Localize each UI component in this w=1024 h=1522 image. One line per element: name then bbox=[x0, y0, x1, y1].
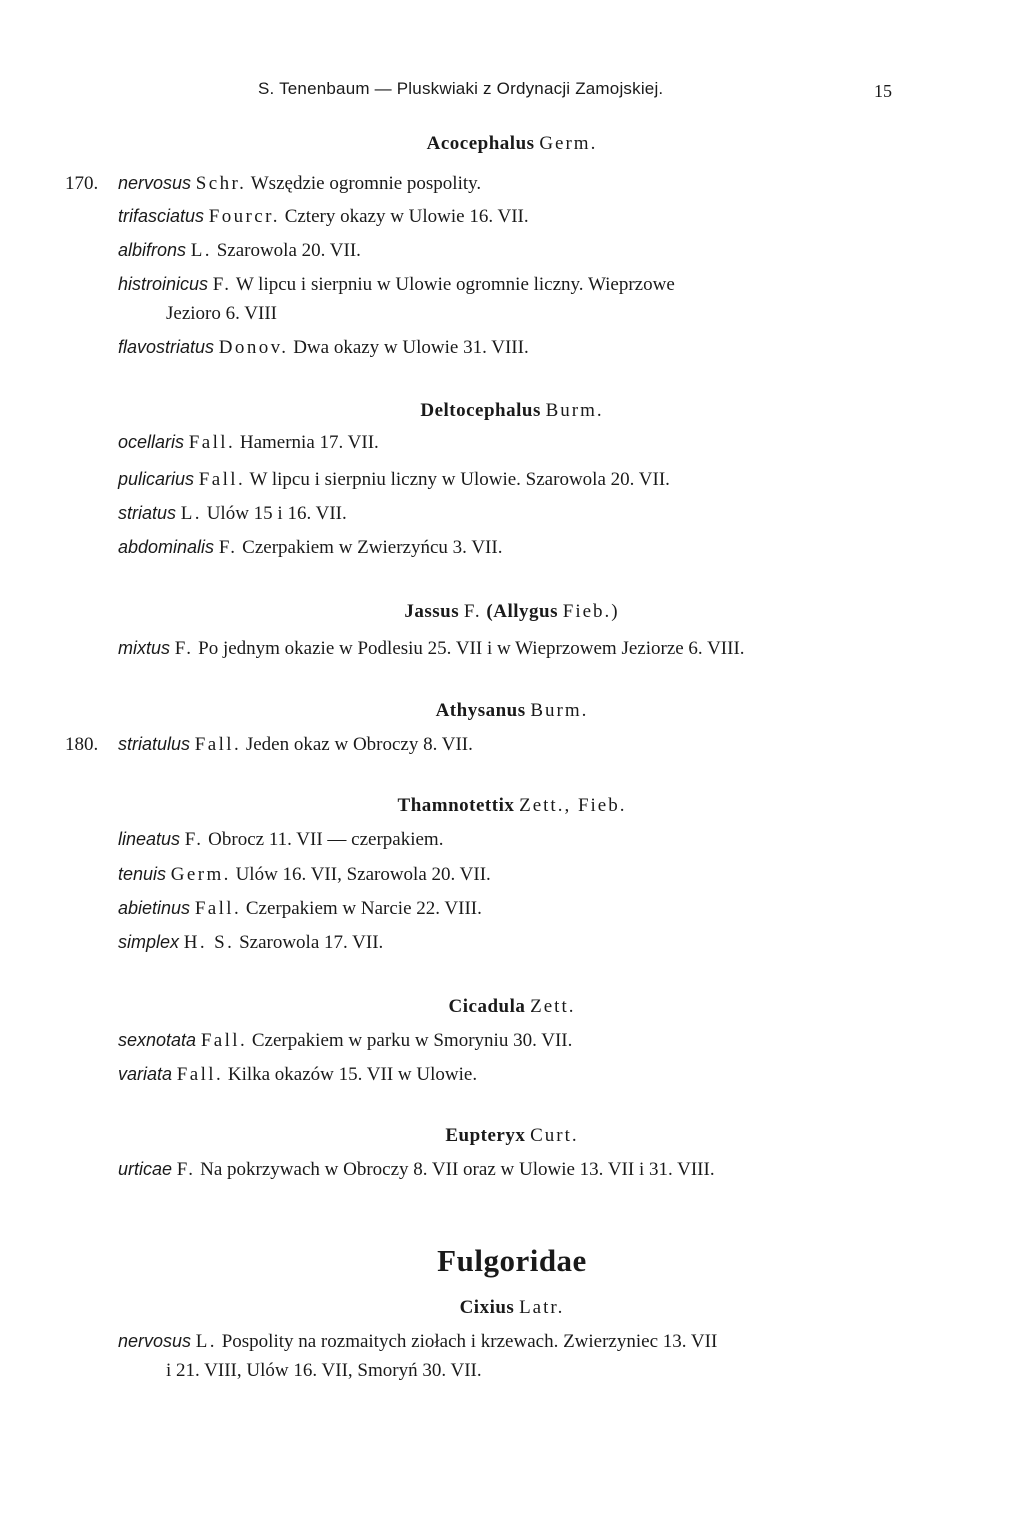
species-author: H. S. bbox=[183, 932, 235, 953]
species-name: ocellaris bbox=[118, 432, 185, 452]
species-author: F. bbox=[212, 274, 232, 295]
genus-heading bbox=[0, 1125, 1024, 1147]
species-author: L. bbox=[195, 1331, 217, 1352]
genus-author: Latr. bbox=[519, 1297, 565, 1318]
entry-text: Szarowola 20. VII. bbox=[216, 240, 361, 261]
entry-continuation: Jezioro 6. VIII bbox=[166, 303, 277, 324]
entry-text: Dwa okazy w Ulowie 31. VIII. bbox=[293, 337, 529, 358]
species-entry bbox=[118, 337, 908, 359]
species-author: Germ. bbox=[170, 864, 231, 885]
species-name: striatus bbox=[118, 503, 177, 523]
entry-text: Ulów 15 i 16. VII. bbox=[206, 503, 347, 524]
species-entry bbox=[118, 1159, 908, 1181]
genus-name: Cixius bbox=[459, 1297, 515, 1318]
family-heading: Fulgoridae bbox=[437, 1243, 587, 1278]
species-entry bbox=[118, 469, 908, 491]
species-author: F. bbox=[218, 537, 238, 558]
entry-text: Na pokrzywach w Obroczy 8. VII oraz w Ulowie 13. VII i 31. VIII. bbox=[200, 1159, 715, 1180]
genus-heading bbox=[0, 996, 1024, 1018]
species-entry bbox=[118, 864, 908, 886]
species-name: abdominalis bbox=[118, 537, 215, 557]
species-author: F. bbox=[174, 638, 194, 659]
species-entry bbox=[65, 734, 908, 756]
species-name: sexnotata bbox=[118, 1030, 197, 1050]
entry-text: Hamernia 17. VII. bbox=[239, 432, 379, 453]
species-name: nervosus bbox=[118, 173, 192, 193]
genus-heading bbox=[0, 1297, 1024, 1319]
species-entry bbox=[65, 173, 908, 195]
species-entry bbox=[118, 638, 908, 660]
species-name: variata bbox=[118, 1064, 173, 1084]
genus-name: Jassus bbox=[404, 601, 460, 622]
genus-author: Germ. bbox=[539, 133, 598, 154]
entry-text: Czerpakiem w Zwierzyńcu 3. VII. bbox=[242, 537, 503, 558]
species-author: Fourcr. bbox=[208, 206, 280, 227]
species-name: simplex bbox=[118, 932, 180, 952]
genus-name: Acocephalus bbox=[426, 133, 535, 154]
species-entry bbox=[118, 898, 908, 920]
entry-number: 170. bbox=[65, 173, 99, 194]
entry-text: Pospolity na rozmaitych ziołach i krzewach. Zwierzyniec 13. VII bbox=[221, 1331, 718, 1352]
species-author: Fall. bbox=[198, 469, 246, 490]
species-author: L. bbox=[180, 503, 202, 524]
species-name: pulicarius bbox=[118, 469, 195, 489]
species-name: urticae bbox=[118, 1159, 173, 1179]
genus-name: Deltocephalus bbox=[420, 400, 541, 421]
species-entry bbox=[118, 432, 908, 454]
entry-text: Czerpakiem w Narcie 22. VIII. bbox=[245, 898, 482, 919]
genus-heading bbox=[0, 795, 1024, 817]
species-entry bbox=[118, 932, 908, 954]
species-entry bbox=[118, 1064, 908, 1086]
entry-text: Kilka okazów 15. VII w Ulowie. bbox=[227, 1064, 478, 1085]
species-author: L. bbox=[190, 240, 212, 261]
page-number: 15 bbox=[874, 81, 892, 101]
running-header bbox=[258, 79, 898, 103]
species-entry bbox=[118, 829, 908, 851]
entry-text: Czerpakiem w parku w Smoryniu 30. VII. bbox=[251, 1030, 573, 1051]
species-entry bbox=[118, 1030, 908, 1052]
genus-name: Thamnotettix bbox=[397, 795, 515, 816]
species-author: Fall. bbox=[188, 432, 236, 453]
entry-text: Jeden okaz w Obroczy 8. VII. bbox=[245, 734, 473, 755]
species-author: Schr. bbox=[195, 173, 247, 194]
species-author: Fall. bbox=[200, 1030, 248, 1051]
species-author: F. bbox=[176, 1159, 196, 1180]
genus-author: Burm. bbox=[530, 700, 589, 721]
species-author: F. bbox=[184, 829, 204, 850]
genus-name: Cicadula bbox=[448, 996, 526, 1017]
genus-heading bbox=[0, 133, 1024, 155]
subgenus-name: (Allygus bbox=[486, 601, 558, 622]
species-entry bbox=[118, 206, 908, 228]
genus-author: Zett. bbox=[530, 996, 576, 1017]
species-author: Donov. bbox=[218, 337, 289, 358]
genus-name: Eupteryx bbox=[445, 1125, 526, 1146]
species-name: histroinicus bbox=[118, 274, 209, 294]
subgenus-author: Fieb.) bbox=[562, 601, 620, 622]
species-name: lineatus bbox=[118, 829, 181, 849]
species-name: nervosus bbox=[118, 1331, 192, 1351]
species-name: striatulus bbox=[118, 734, 191, 754]
species-entry bbox=[118, 240, 908, 262]
entry-text: Ulów 16. VII, Szarowola 20. VII. bbox=[235, 864, 491, 885]
genus-heading bbox=[0, 601, 1024, 623]
species-name: mixtus bbox=[118, 638, 171, 658]
genus-heading bbox=[0, 700, 1024, 722]
species-author: Fall. bbox=[176, 1064, 224, 1085]
entry-text: Szarowola 17. VII. bbox=[239, 932, 384, 953]
genus-author: Burm. bbox=[545, 400, 604, 421]
species-entry bbox=[118, 274, 908, 296]
entry-text: Po jednym okazie w Podlesiu 25. VII i w Wieprzowem Jeziorze 6. VIII. bbox=[198, 638, 745, 659]
species-name: tenuis bbox=[118, 864, 167, 884]
species-name: abietinus bbox=[118, 898, 191, 918]
species-name: albifrons bbox=[118, 240, 187, 260]
species-name: trifasciatus bbox=[118, 206, 205, 226]
entry-continuation: i 21. VIII, Ulów 16. VII, Smoryń 30. VII. bbox=[166, 1360, 482, 1381]
genus-author: F. bbox=[463, 601, 482, 622]
running-title: S. Tenenbaum — Pluskwiaki z Ordynacji Zamojskiej. bbox=[258, 79, 664, 98]
entry-text: Obrocz 11. VII — czerpakiem. bbox=[208, 829, 444, 850]
species-entry bbox=[118, 1331, 908, 1353]
genus-author: Curt. bbox=[530, 1125, 579, 1146]
species-entry bbox=[118, 503, 908, 525]
species-author: Fall. bbox=[194, 898, 242, 919]
species-author: Fall. bbox=[194, 734, 242, 755]
entry-text: W lipcu i sierpniu liczny w Ulowie. Szarowola 20. VII. bbox=[249, 469, 670, 490]
entry-text: Wszędzie ogromnie pospolity. bbox=[250, 173, 482, 194]
entry-text: W lipcu i sierpniu w Ulowie ogromnie liczny. Wieprzowe bbox=[235, 274, 675, 295]
entry-text: Cztery okazy w Ulowie 16. VII. bbox=[284, 206, 529, 227]
genus-author: Zett., Fieb. bbox=[519, 795, 627, 816]
genus-heading bbox=[0, 400, 1024, 422]
genus-name: Athysanus bbox=[435, 700, 526, 721]
species-name: flavostriatus bbox=[118, 337, 215, 357]
species-entry bbox=[118, 537, 908, 559]
entry-number: 180. bbox=[65, 734, 99, 755]
